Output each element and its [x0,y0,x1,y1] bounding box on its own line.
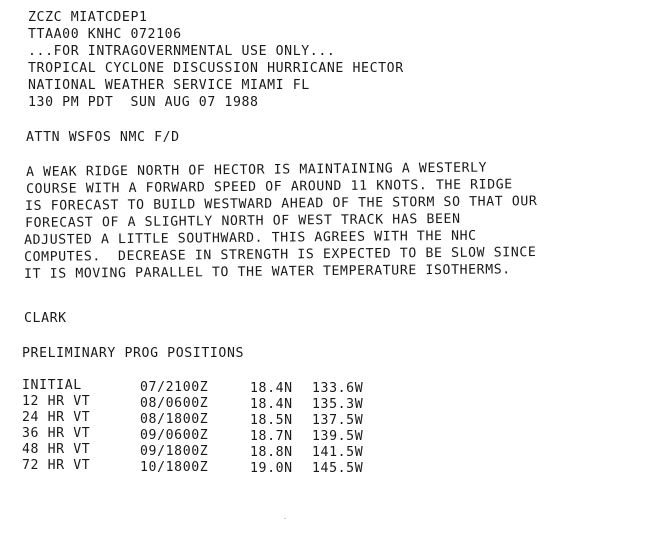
position-lat: 19.0N [250,461,293,476]
position-lon: 139.5W [312,429,364,444]
discussion-line-2: COURSE WITH A FORWARD SPEED OF AROUND 11 KNOTS. THE RIDGE [26,177,513,197]
position-lon: 145.5W [312,461,364,476]
discussion-line-4: FORECAST OF A SLIGHTLY NORTH OF WEST TRACK HAS BEEN [25,211,461,231]
header-line-2: TTAA00 KNHC 072106 [28,27,182,42]
position-time: 08/1800Z [140,412,209,427]
position-time: 09/1800Z [140,444,209,459]
position-lat: 18.8N [250,445,293,460]
discussion-line-7: IT IS MOVING PARALLEL TO THE WATER TEMPERATURE ISOTHERMS. [24,262,511,282]
discussion-line-3: IS FORECAST TO BUILD WESTWARD AHEAD OF THE STORM SO THAT OUR [25,194,538,214]
position-lat: 18.5N [250,413,293,428]
position-lat: 18.7N [250,429,293,444]
position-label: INITIAL [22,378,82,393]
position-time: 08/0600Z [140,396,209,411]
header-line-3: ...FOR INTRAGOVERNMENTAL USE ONLY... [28,44,336,59]
positions-title: PRELIMINARY PROG POSITIONS [22,346,245,361]
discussion-line-6: COMPUTES. DECREASE IN STRENGTH IS EXPECTED TO BE SLOW SINCE [24,245,537,265]
position-lat: 18.4N [250,397,293,412]
position-time: 10/1800Z [140,460,209,475]
position-label: 36 HR VT [22,426,91,441]
header-line-4: TROPICAL CYCLONE DISCUSSION HURRICANE HECTOR [28,61,404,76]
attn-line: ATTN WSFOS NMC F/D [26,130,180,145]
scan-speck [284,518,286,519]
position-lon: 141.5W [312,445,364,460]
header-line-1: ZCZC MIATCDEP1 [28,10,148,25]
header-line-6: 130 PM PDT SUN AUG 07 1988 [28,95,259,110]
position-time: 09/0600Z [140,428,209,443]
position-label: 72 HR VT [22,458,91,473]
position-label: 48 HR VT [22,442,91,457]
forecaster-name: CLARK [24,311,67,326]
position-label: 24 HR VT [22,410,91,425]
discussion-line-5: ADJUSTED A LITTLE SOUTHWARD. THIS AGREES WITH THE NHC [24,228,477,248]
position-lat: 18.4N [250,381,293,396]
position-lon: 137.5W [312,413,364,428]
position-lon: 133.6W [312,381,364,396]
header-line-5: NATIONAL WEATHER SERVICE MIAMI FL [28,78,310,93]
discussion-line-1: A WEAK RIDGE NORTH OF HECTOR IS MAINTAINING A WESTERLY [26,160,488,180]
position-lon: 135.3W [312,397,364,412]
position-label: 12 HR VT [22,394,91,409]
position-time: 07/2100Z [140,380,209,395]
